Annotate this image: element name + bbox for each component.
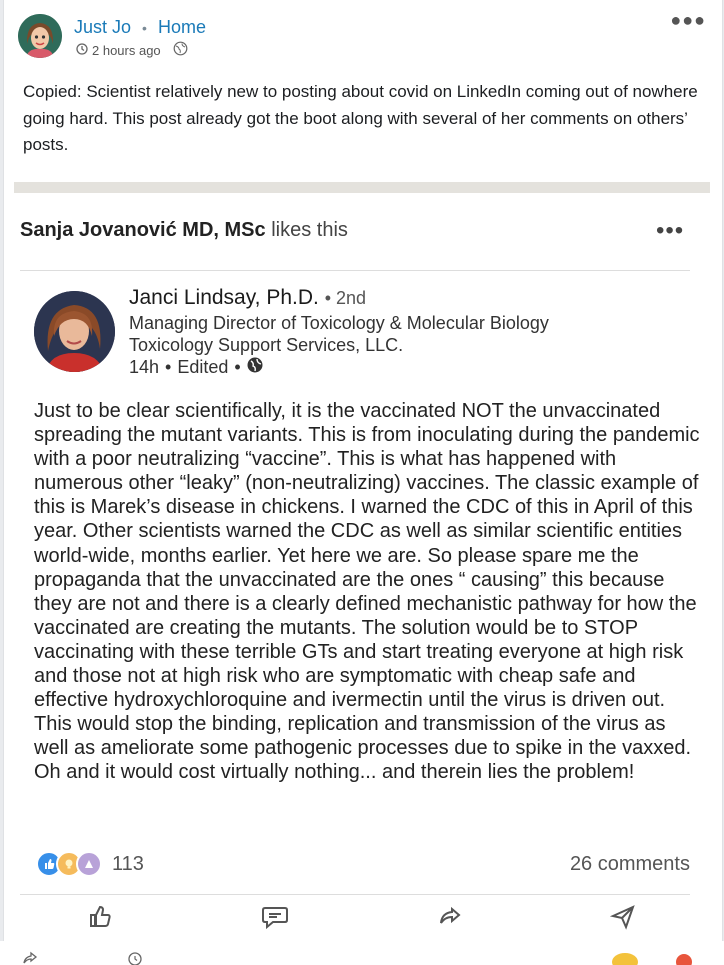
screenshot-more-icon: ••• [656, 217, 685, 244]
connection-degree: • 2nd [324, 288, 367, 308]
screenshot-body-text: Just to be clear scientifically, it is the vaccinated NOT the unvaccinated spreading the mutant variants. This is from inoculating during the pandemic with a poor neutralizing “vaccine”. This is what has happened with numerous other “leaky” (non-neutralizing) vaccines. The classic example of this is Marek’s disease in chickens. I warned the CDC of this in April of this year. Other scientists warned the CDC as well as similar scientific entities world-wide, months earlier. Yet here we are. So please spare me the propaganda that the unvaccinated are the ones “ causing” this because they are not and there is a clearly defined mechanistic pathway for how the vaccinated are creating the mutants. The solution would be to STOP vaccinating with these terrible GTs and start treating everyone at high risk and those not at high risk who are symptomatic with cheap safe and effective hydroxychloroquine and ivermectin until the virus is driven out. This would stop the binding, replication and transmission of the virus as well as ameliorate some pathogenic processes due to spike in the vaxxed. Oh and it would cost virtually nothing... and therein lies the problem! [34, 400, 700, 784]
liker-name: Sanja Jovanović MD, MSc [20, 219, 266, 241]
profile-company: Toxicology Support Services, LLC. [129, 335, 404, 355]
comment-icon [261, 904, 289, 930]
reaction-emoji-icon[interactable] [676, 954, 692, 965]
screenshot-top-strip [14, 182, 710, 193]
author-name[interactable]: Just Jo [74, 17, 132, 37]
author-avatar[interactable] [18, 14, 62, 58]
likes-this-text: likes this [265, 219, 348, 241]
thumbs-up-icon [87, 904, 113, 930]
post-time[interactable]: 2 hours ago [92, 42, 161, 58]
post-meta [76, 41, 188, 59]
reaction-emoji-icon[interactable] [612, 953, 638, 965]
reaction-count: 113 [112, 852, 144, 875]
clock-icon[interactable] [128, 952, 142, 965]
degree-label: 2nd [336, 288, 367, 308]
divider [20, 270, 690, 271]
profile-name-line [129, 286, 366, 310]
comments-count: 26 comments [569, 853, 690, 875]
author-line [74, 17, 206, 38]
celebrate-reaction-icon [76, 851, 102, 877]
separator-dot: • [234, 357, 241, 377]
reactions-summary [36, 851, 144, 877]
profile-time-line [129, 357, 263, 378]
clock-icon [76, 43, 88, 58]
more-options-icon[interactable]: ●●● [670, 10, 706, 30]
share-icon[interactable] [22, 951, 38, 965]
group-link[interactable]: Home [157, 17, 206, 37]
profile-name: Janci Lindsay, Ph.D. [129, 286, 319, 309]
profile-time: 14h [129, 357, 160, 377]
edited-label: Edited [177, 357, 229, 377]
visibility-icon[interactable] [173, 41, 188, 59]
share-icon [437, 904, 463, 930]
profile-title: Managing Director of Toxicology & Molecular Biology [129, 313, 549, 333]
bottom-toolbar-strip [0, 941, 724, 965]
send-icon [610, 904, 636, 930]
separator-dot: • [142, 20, 147, 36]
separator-dot: • [165, 357, 172, 377]
liked-by-line [20, 219, 348, 242]
globe-icon [247, 357, 263, 378]
post-text: Copied: Scientist relatively new to posting about covid on LinkedIn coming out of nowhere going hard. This post already got the boot along with several of her comments on others’ posts. [23, 82, 698, 154]
profile-photo [34, 291, 115, 372]
divider [20, 894, 690, 895]
